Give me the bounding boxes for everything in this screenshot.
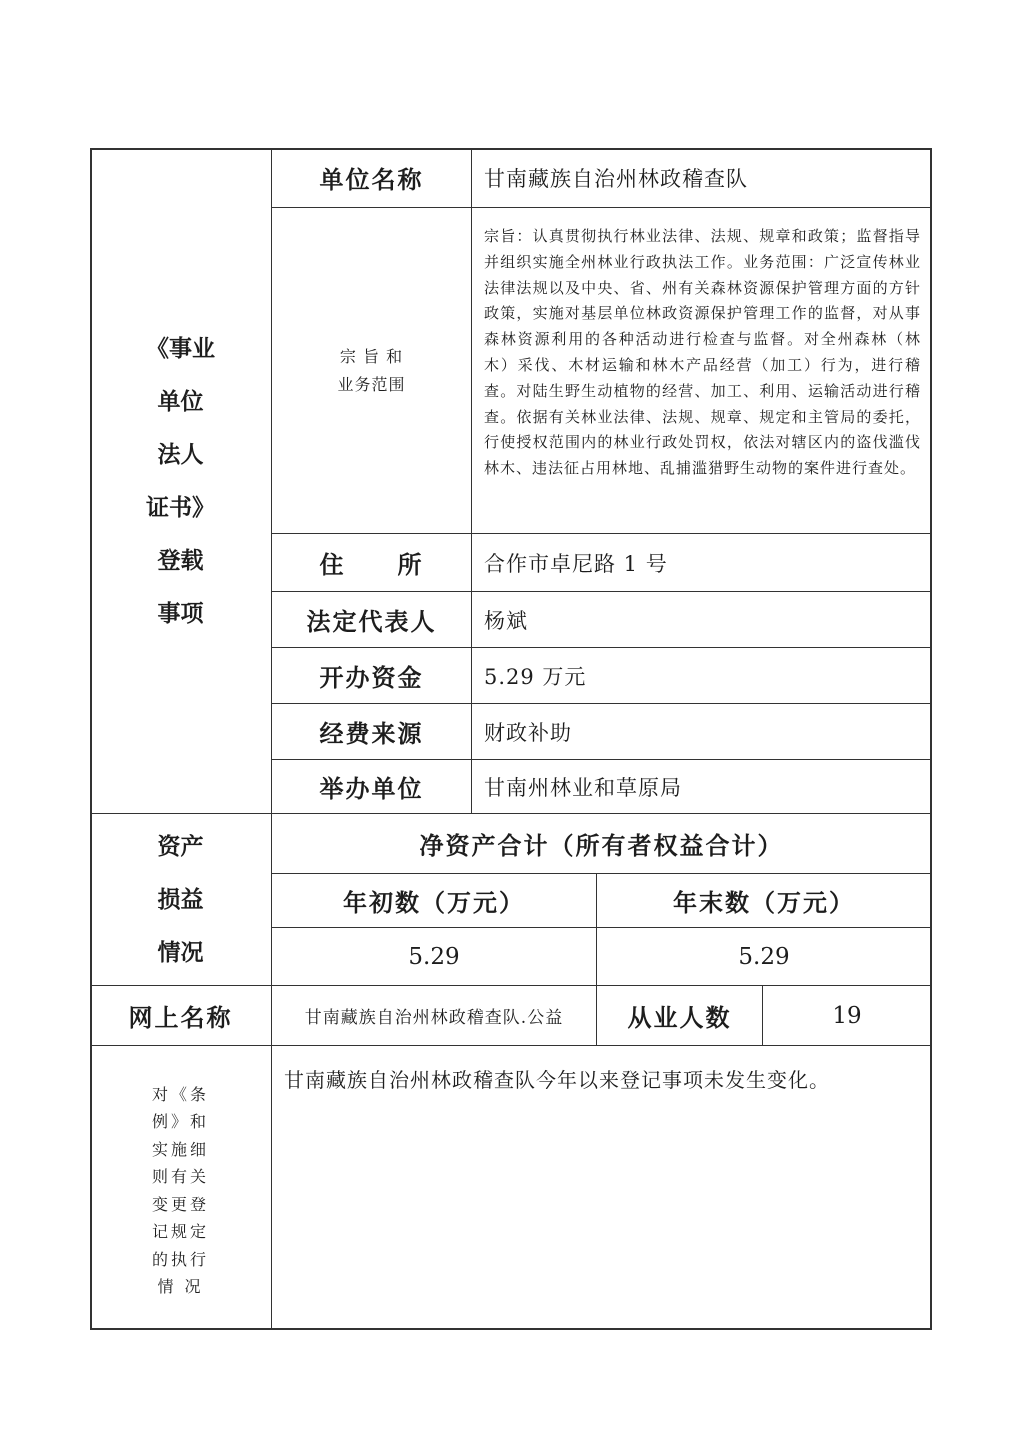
online-name-label: 网上名称 xyxy=(90,986,272,1046)
unit-name-value: 甘南藏族自治州林政稽查队 xyxy=(472,148,932,208)
assets-section-label: 资产 损益 情况 xyxy=(90,814,272,986)
legal-rep-label: 法定代表人 xyxy=(272,592,472,648)
registration-form xyxy=(90,148,932,1330)
capital-value: 5.29 万元 xyxy=(472,648,932,704)
legal-rep-value: 杨斌 xyxy=(472,592,932,648)
capital-label: 开办资金 xyxy=(272,648,472,704)
unit-name-label: 单位名称 xyxy=(272,148,472,208)
begin-year-value: 5.29 xyxy=(272,928,597,986)
sponsor-value: 甘南州林业和草原局 xyxy=(472,760,932,814)
purpose-label: 宗 旨 和 业务范围 xyxy=(272,208,472,534)
online-name-value: 甘南藏族自治州林政稽查队.公益 xyxy=(272,986,597,1046)
end-year-label: 年末数（万元） xyxy=(597,874,932,928)
execution-label: 对《条 例》和 实施细 则有关 变更登 记规定 的执行 情 况 xyxy=(90,1046,272,1330)
address-value: 合作市卓尼路 1 号 xyxy=(472,534,932,592)
certificate-section-label: 《事业 单位 法人 证书》 登载 事项 xyxy=(90,148,272,814)
execution-text: 甘南藏族自治州林政稽查队今年以来登记事项未发生变化。 xyxy=(272,1046,932,1330)
purpose-text: 宗旨：认真贯彻执行林业法律、法规、规章和政策；监督指导并组织实施全州林业行政执法工作。业务范围：广泛宣传林业法律法规以及中央、省、州有关森林资源保护管理方面的方针政策，实施对基层单位林政资源保护管理工作的监督，对从事森林资源利用的各种活动进行检查与监督。对全州森林（林木）采伐、木材运输和林木产品经营（加工）行为，进行稽查。对陆生野生动植物的经营、加工、利用、运输活动进行稽查。依据有关林业法律、法规、规章、规定和主管局的委托，行使授权范围内的林业行政处罚权，依法对辖区内的盗伐滥伐林木、违法征占用林地、乱捕滥猎野生动物的案件进行查处。 xyxy=(472,208,932,534)
end-year-value: 5.29 xyxy=(597,928,932,986)
funding-value: 财政补助 xyxy=(472,704,932,760)
address-label: 住 所 xyxy=(272,534,472,592)
net-assets-header: 净资产合计（所有者权益合计） xyxy=(272,814,932,874)
sponsor-label: 举办单位 xyxy=(272,760,472,814)
staff-count-value: 19 xyxy=(763,986,932,1046)
staff-count-label: 从业人数 xyxy=(597,986,763,1046)
begin-year-label: 年初数（万元） xyxy=(272,874,597,928)
funding-label: 经费来源 xyxy=(272,704,472,760)
